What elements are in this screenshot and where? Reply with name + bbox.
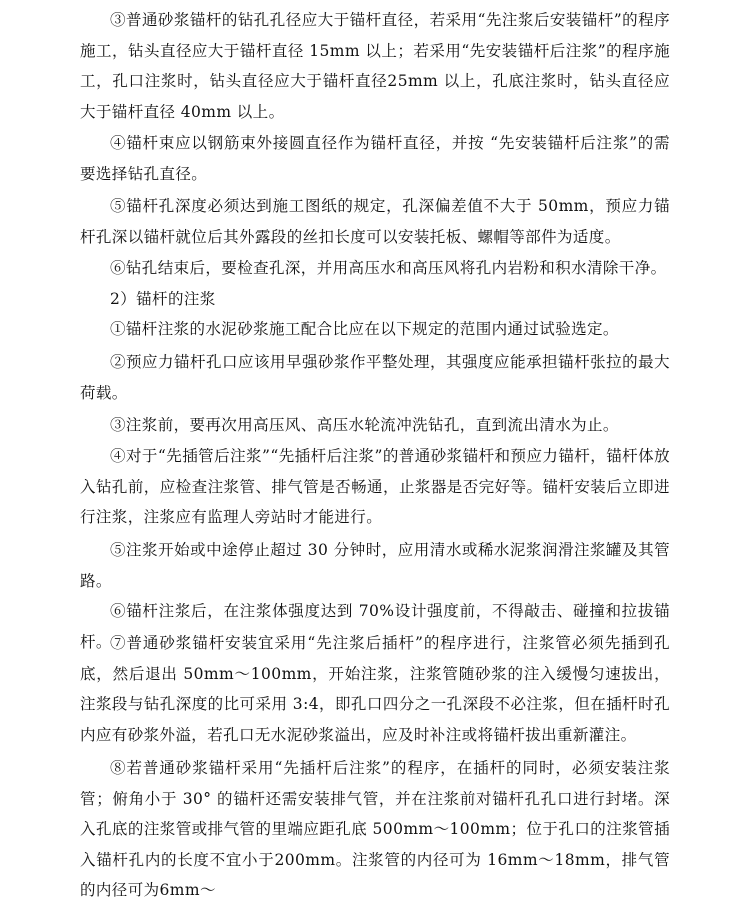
- paragraph-6-hole-cleaning: ⑥钻孔结束后，要检查孔深，并用高压水和高压风将孔内岩粉和积水清除干净。: [110, 259, 667, 277]
- section-heading-grouting: 2）锚杆的注浆: [110, 290, 216, 308]
- paragraph-2-early-strength: ②预应力锚杆孔口应该用早强砂浆作平整处理，其强度应能承担锚杆张拉的最大荷载。: [80, 353, 670, 402]
- paragraph-4-bundle-diameter: ④锚杆束应以钢筋束外接圆直径作为锚杆直径，并按 “先安装锚杆后注浆”的需要选择钻孔直径。: [80, 134, 670, 183]
- paragraph-5-hole-depth: ⑤锚杆孔深度必须达到施工图纸的规定，孔深偏差值不大于 50mm，预应力锚杆孔深以锚杆就位后其外露段的丝扣长度可以安装托板、螺帽等部件为适度。: [80, 197, 670, 246]
- paragraph-8-bar-first: ⑧若普通砂浆锚杆采用“先插杆后注浆”的程序，在插杆的同时，必须安装注浆管；俯角小于 30° 的锚杆还需安装排气管，并在注浆前对锚杆孔孔口进行封堵。深入孔底的注浆管或排气管的里端应距孔底 500mm～100mm；位于孔口的注浆管插入锚杆孔内的长度不宜小于200mm。注浆管的内径可为 16mm～18mm，排气管的内径可为6mm～: [80, 759, 670, 899]
- paragraph-4-pipe-check: ④对于“先插管后注浆”“先插杆后注浆”的普通砂浆锚杆和预应力锚杆，锚杆体放入钻孔前，应检查注浆管、排气管是否畅通，止浆器是否完好等。锚杆安装后立即进行注浆，注浆应有监理人旁站时才能进行。: [80, 447, 670, 526]
- paragraph-3-flushing: ③注浆前，要再次用高压风、高压水轮流冲洗钻孔，直到流出清水为止。: [110, 416, 619, 434]
- paragraph-1-mix-ratio: ①锚杆注浆的水泥砂浆施工配合比应在以下规定的范围内通过试验选定。: [110, 320, 619, 338]
- paragraph-3-drill-diameter: ③普通砂浆锚杆的钻孔孔径应大于锚杆直径，若采用“先注浆后安装锚杆”的程序施工，钻头直径应大于锚杆直径 15mm 以上；若采用“先安装锚杆后注浆”的程序施工，孔口注浆时，钻头直径应大于锚杆直径25mm 以上，孔底注浆时，钻头直径应大于锚杆直径 40mm 以上。: [80, 11, 670, 121]
- paragraph-5-interruption: ⑤注浆开始或中途停止超过 30 分钟时，应用清水或稀水泥浆润滑注浆罐及其管路。: [80, 541, 670, 590]
- paragraph-7-grout-first: ⑦普通砂浆锚杆安装宜采用“先注浆后插杆”的程序进行，注浆管必须先插到孔底，然后退出 50mm～100mm，开始注浆，注浆管随砂浆的注入缓慢匀速拔出，注浆段与钻孔深度的比可采用 3:4，即孔口四分之一孔深段不必注浆，但在插杆时孔内应有砂浆外溢，若孔口无水泥砂浆溢出，应及时补注或将锚杆拔出重新灌注。: [80, 634, 670, 744]
- paragraph-6-curing: ⑥锚杆注浆后，在注浆体强度达到 70%设计强度前，不得敲击、碰撞和拉拔锚杆。: [80, 602, 670, 651]
